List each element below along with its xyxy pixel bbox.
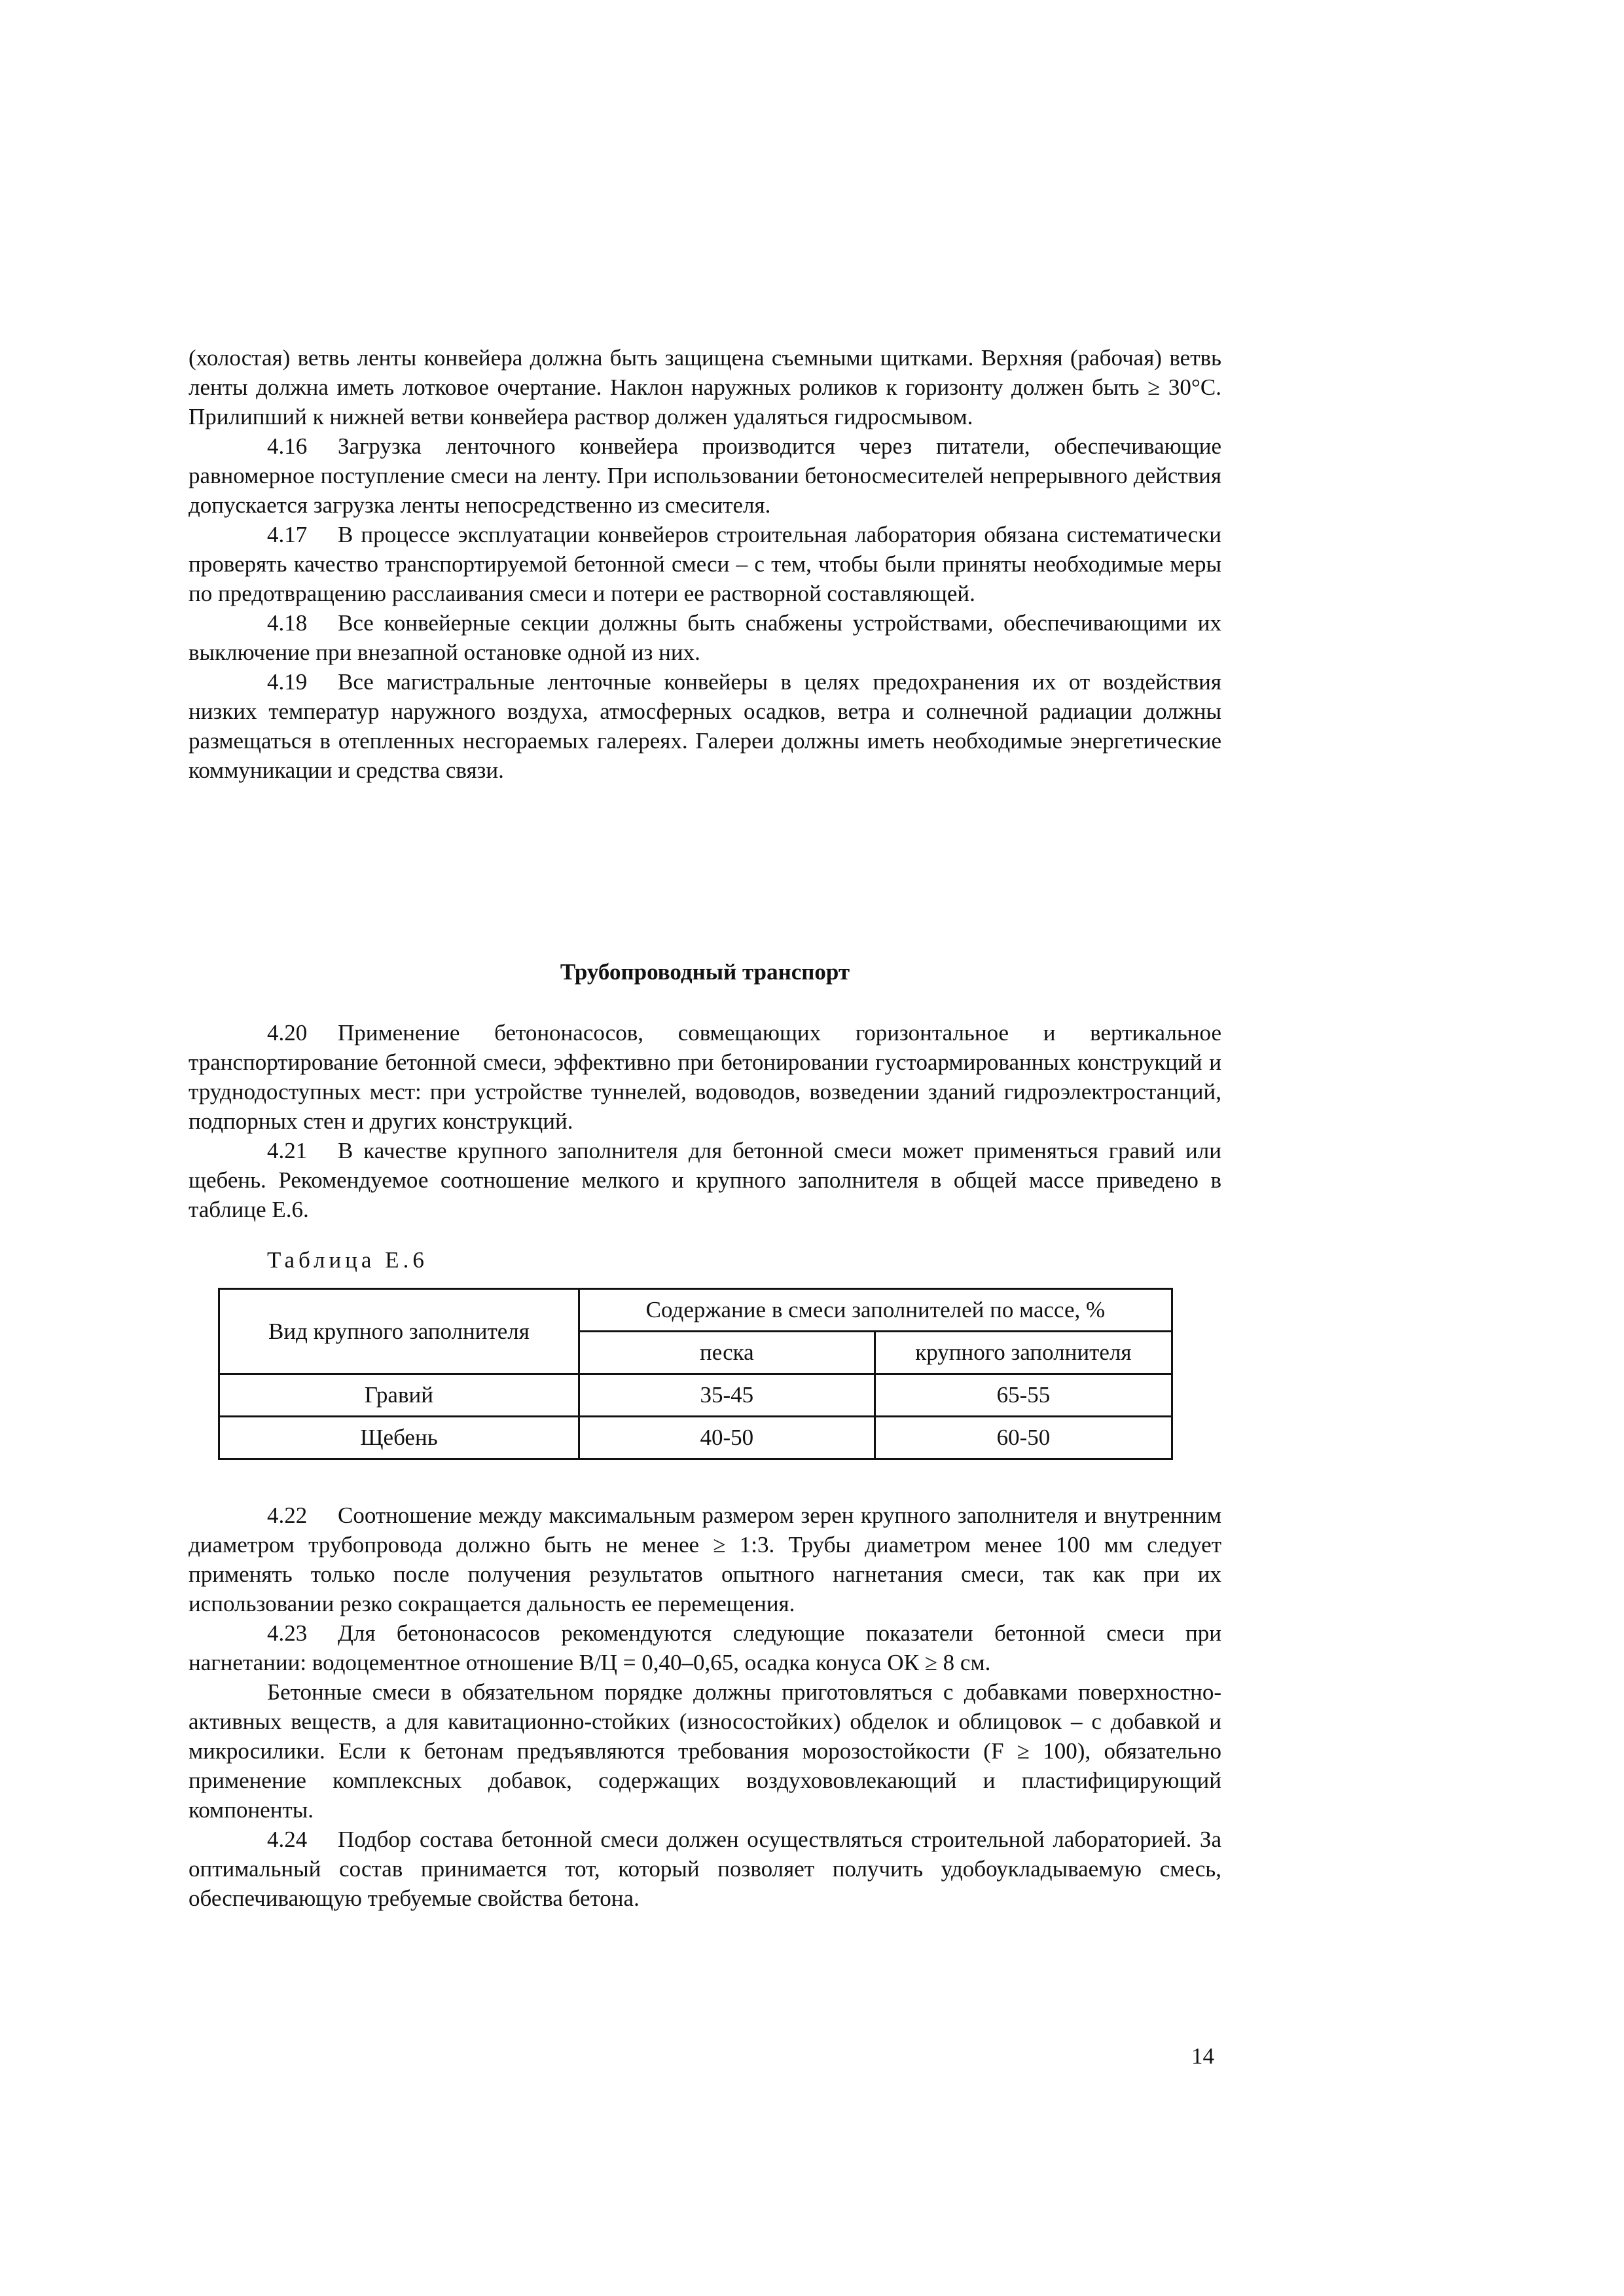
table-row [219,1374,1172,1417]
clause-number: 4.22 [267,1503,308,1528]
clause-number: 4.19 [267,669,308,695]
header-aggregate-type: Вид крупного заполнителя [219,1289,579,1374]
cell-sand: 35-45 [579,1374,875,1417]
cell-kind: Щебень [219,1417,579,1459]
section-heading: Трубопроводный транспорт [560,959,850,985]
cell-sand: 40-50 [579,1417,875,1459]
text-block-conveyor [189,343,1221,785]
table-header-row [219,1289,1172,1332]
clause-text: Соотношение между максимальным размером зерен крупного заполнителя и внутренним диаметром трубопровода должно быть не менее ≥ 1:3. Трубы диаметром менее 100 мм следует применять только после получения результатов опытного нагнетания смеси, так как при их использовании резко сокращается дальность ее перемещения. [189,1503,1221,1616]
paragraph-4-22 [189,1501,1221,1618]
clause-number: 4.21 [267,1138,308,1163]
paragraph-4-18 [189,608,1221,667]
paragraph-4-21 [189,1136,1221,1224]
clause-number: 4.16 [267,433,308,459]
page-number: 14 [1191,2043,1214,2069]
table-row [219,1417,1172,1459]
clause-text: В качестве крупного заполнителя для бетонной смеси может применяться гравий или щебень. Рекомендуемое соотношение мелкого и крупного заполнителя в общей массе приведено в таблице Е.6. [189,1138,1221,1222]
paragraph-4-23 [189,1618,1221,1677]
clause-number: 4.20 [267,1020,308,1046]
clause-text: Загрузка ленточного конвейера производится через питатели, обеспечивающие равномерное поступление смеси на ленту. При использовании бетоносмесителей непрерывного действия допускается загрузка ленты непосредственно из смесителя. [189,433,1221,518]
cell-kind: Гравий [219,1374,579,1417]
aggregate-table [218,1288,1173,1460]
paragraph-4-24 [189,1825,1221,1913]
clause-number: 4.17 [267,522,308,547]
paragraph-4-19 [189,667,1221,785]
clause-text: Подбор состава бетонной смеси должен осуществляться строительной лабораторией. За оптимальный состав принимается тот, который позволяет получить удобоукладываемую смесь, обеспечивающую требуемые свойства бетона. [189,1827,1221,1911]
paragraph-admixtures: Бетонные смеси в обязательном порядке должны приготовляться с добавками поверхностно-активных веществ, а для кавитационно-стойких (износостойких) обделок и облицовок – с добавкой и микросилики. Если к бетонам предъявляются требования морозостойкости (F ≥ 100), обязательно применение комплексных добавок, содержащих воздухововлекающий и пластифицирующий компоненты. [189,1679,1221,1823]
clause-text: В процессе эксплуатации конвейеров строительная лаборатория обязана систематически проверять качество транспортируемой бетонной смеси – с тем, чтобы были приняты необходимые меры по предотвращению расслаивания смеси и потери ее растворной составляющей. [189,522,1221,606]
text-block-pumping [189,1501,1221,1913]
paragraph-4-17 [189,520,1221,608]
header-content-group: Содержание в смеси заполнителей по массе, % [579,1289,1172,1332]
header-coarse: крупного заполнителя [875,1332,1172,1374]
header-sand: песка [579,1332,875,1374]
clause-text: Все магистральные ленточные конвейеры в целях предохранения их от воздействия низких температур наружного воздуха, атмосферных осадков, ветра и солнечной радиации должны размещаться в отепленных несгораемых галереях. Галереи должны иметь необходимые энергетические коммуникации и средства связи. [189,669,1221,783]
clause-text: Для бетононасосов рекомендуются следующие показатели бетонной смеси при нагнетании: водоцементное отношение В/Ц = 0,40–0,65, осадка конуса ОК ≥ 8 см. [189,1620,1221,1675]
text-block-pipeline [189,1018,1221,1224]
clause-text: Применение бетононасосов, совмещающих горизонтальное и вертикальное транспортирование бетонной смеси, эффективно при бетонировании густоармированных конструкций и труднодоступных мест: при устройстве туннелей, водоводов, возведении зданий гидроэлектростанций, подпорных стен и других конструкций. [189,1020,1221,1134]
table-caption: Таблица Е.6 [267,1247,428,1273]
paragraph-4-20 [189,1018,1221,1136]
cell-coarse: 60-50 [875,1417,1172,1459]
clause-text: Все конвейерные секции должны быть снабжены устройствами, обеспечивающими их выключение при внезапной остановке одной из них. [189,610,1221,665]
cell-coarse: 65-55 [875,1374,1172,1417]
clause-number: 4.24 [267,1827,308,1852]
clause-number: 4.18 [267,610,308,636]
paragraph-4-16 [189,431,1221,520]
clause-number: 4.23 [267,1620,308,1646]
paragraph-continued: (холостая) ветвь ленты конвейера должна быть защищена съемными щитками. Верхняя (рабочая) ветвь ленты должна иметь лотковое очертание. Наклон наружных роликов к горизонту должен быть ≥ 30°С. Прилипший к нижней ветви конвейера раствор должен удаляться гидросмывом. [189,345,1221,429]
